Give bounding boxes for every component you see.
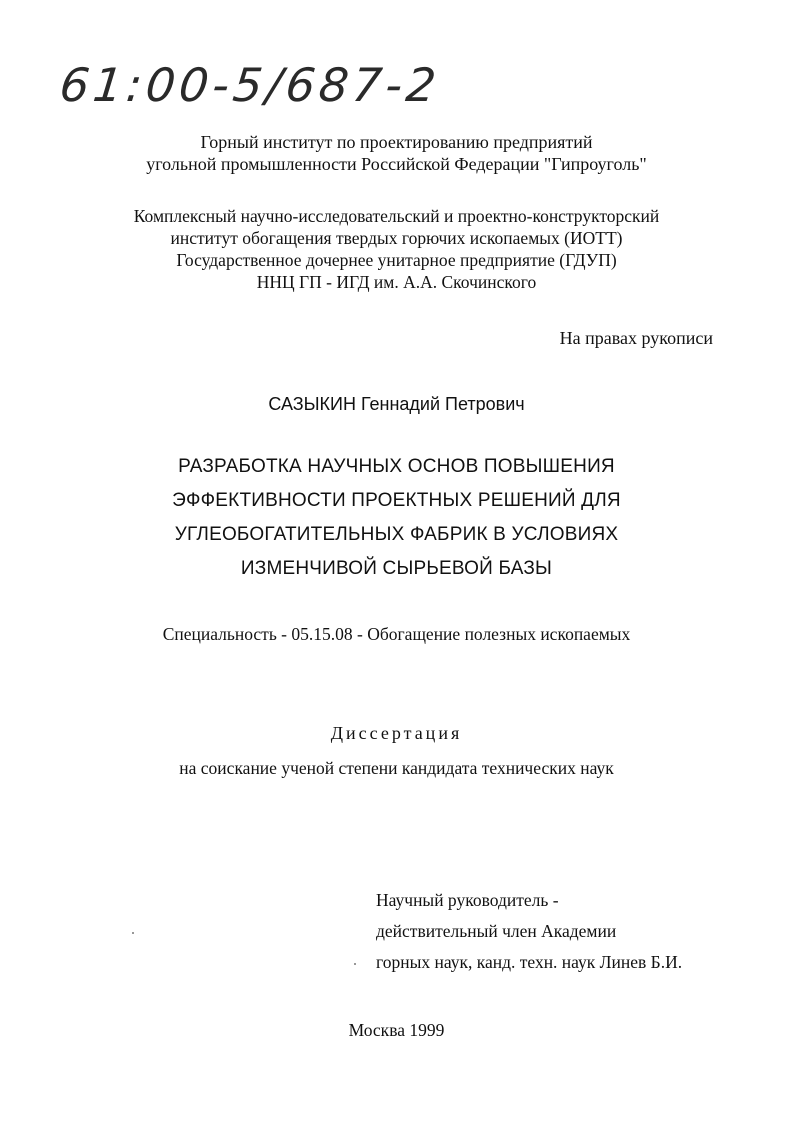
title-line3: УГЛЕОБОГАТИТЕЛЬНЫХ ФАБРИК В УСЛОВИЯХ: [174, 524, 619, 545]
handwritten-archive-code: 61:00-5/687-2: [57, 58, 443, 112]
org2-line3: Государственное дочернее унитарное предприятие (ГДУП): [176, 250, 617, 270]
supervisor-line2: действительный член Академии: [376, 921, 617, 941]
org1-line1: Горный институт по проектированию предприятий: [200, 132, 593, 152]
degree-statement: на соискание ученой степени кандидата технических наук: [179, 758, 614, 778]
org1-line2: угольной промышленности Российской Федерации "Гипроуголь": [146, 154, 647, 174]
supervisor-line3: горных наук, канд. техн. наук Линев Б.И.: [376, 952, 683, 972]
city-year: Москва 1999: [348, 1020, 445, 1040]
author-name: САЗЫКИН Геннадий Петрович: [268, 394, 525, 414]
supervisor-line1: Научный руководитель -: [376, 890, 559, 910]
title-line2: ЭФФЕКТИВНОСТИ ПРОЕКТНЫХ РЕШЕНИЙ ДЛЯ: [172, 490, 621, 511]
title-line4: ИЗМЕНЧИВОЙ СЫРЬЕВОЙ БАЗЫ: [240, 558, 553, 579]
org2-line2: институт обогащения твердых горючих ископаемых (ИОТТ): [170, 228, 623, 248]
document-type: Диссертация: [330, 723, 463, 743]
rights-note: На правах рукописи: [559, 328, 713, 348]
scan-speck: [132, 932, 134, 934]
title-line1: РАЗРАБОТКА НАУЧНЫХ ОСНОВ ПОВЫШЕНИЯ: [178, 456, 615, 477]
specialty: Специальность - 05.15.08 - Обогащение полезных ископаемых: [162, 624, 631, 644]
org2-line4: ННЦ ГП - ИГД им. А.А. Скочинского: [256, 272, 537, 292]
org2-line1: Комплексный научно-исследовательский и проектно-конструкторский: [133, 206, 660, 226]
scan-speck: [354, 963, 356, 965]
